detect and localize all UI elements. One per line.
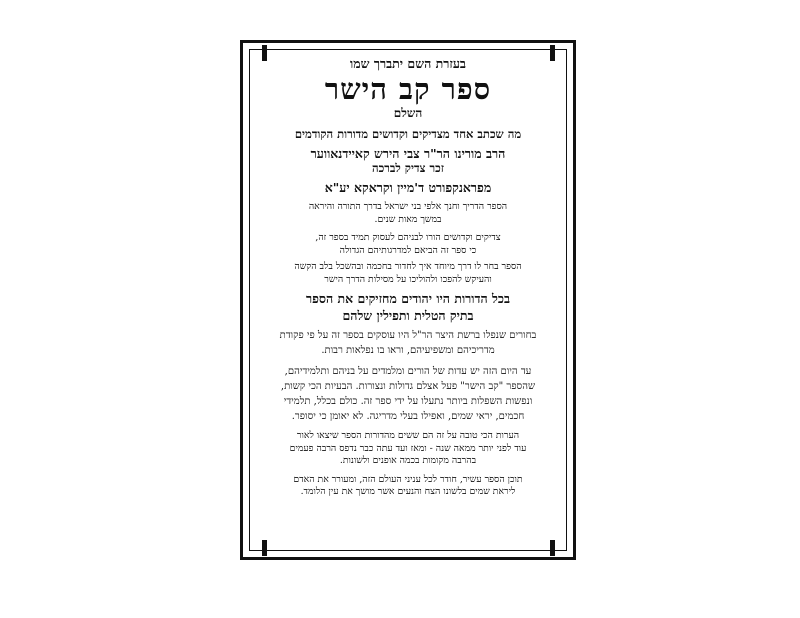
bold-statement-1: בכל הדורות היו יהודים מחזיקים את הספר <box>305 291 511 306</box>
paragraph-4: בחורים שנפלו ברשת היצר הר"ל היו עוסקים בספר זה על פי פקודת מדריכיהם ומשפיעיהם, וראו בו נפלאות רבות. <box>279 330 537 356</box>
bold-statement-2: בתיק הטלית ותפילין שלהם <box>342 308 474 323</box>
memorial-line: זכר צדיק לברכה <box>371 161 444 175</box>
author-name: הרב מורינו הר"ר צבי הירש קאיידנאווער <box>310 146 506 161</box>
title-page <box>256 56 560 546</box>
book-title: ספר קב הישר <box>324 72 492 106</box>
paragraph-1: הספר הדריך וחנך אלפי בני ישראל בדרך התורה והיראה במשך מאות שנים. <box>308 201 508 225</box>
blessing-header: בעזרת השם יתברך שמו <box>350 56 466 71</box>
paragraph-6: הערות הכי טובה על זה הם ששים מהדורות הספר שיצאו לאור עוד לפני יותר ממאה שנה - ומאז ועד עתה כבר נדפס הרבה פעמים בהרבה מקומות בכמה אופנים ולשונות. <box>289 430 527 466</box>
origin-line: מפראנקפורט ד'מיין וקראקא יע"א <box>324 180 492 195</box>
paragraph-5: עד היום הזה יש עדות של הורים ומלמדים על בניהם ותלמידיהם, שהספר "קב הישר" פעל אצלם גדולות ונצורות. הבעיות הכי קשות, ונפשות השפלות ביותר נתעלו על ידי ספר זה. כולם בכלל, תלמידי חכמים, יראי שמים, ואפילו בעלי מדריגה. לא יאומן כי יסופר. <box>280 366 536 422</box>
paragraph-2: צדיקים וקדושים הורו לבניהם לעסוק תמיד בספר זה, כי ספר זה הביאם למדרגותיהם הגדולה <box>315 232 501 256</box>
paragraph-7: תוכן הספר עשיר, חודר לכל עניני העולם הזה, ומעורר את האדם ליראת שמים בלשונו הצח והנעים אשר מושך את עין הלומד. <box>293 473 523 497</box>
paragraph-3: הספר בחר לו דרך מיוחד איך לחדור בחכמה ובהשכל בלב הקשה והעיקש להפכו ולהוליכו על מסילות הדרך הישר <box>294 261 522 285</box>
intro-line: מה שכתב אחד מצדיקים וקדושים מדורות הקודמים <box>294 127 522 141</box>
edition-label: השלם <box>393 106 423 120</box>
